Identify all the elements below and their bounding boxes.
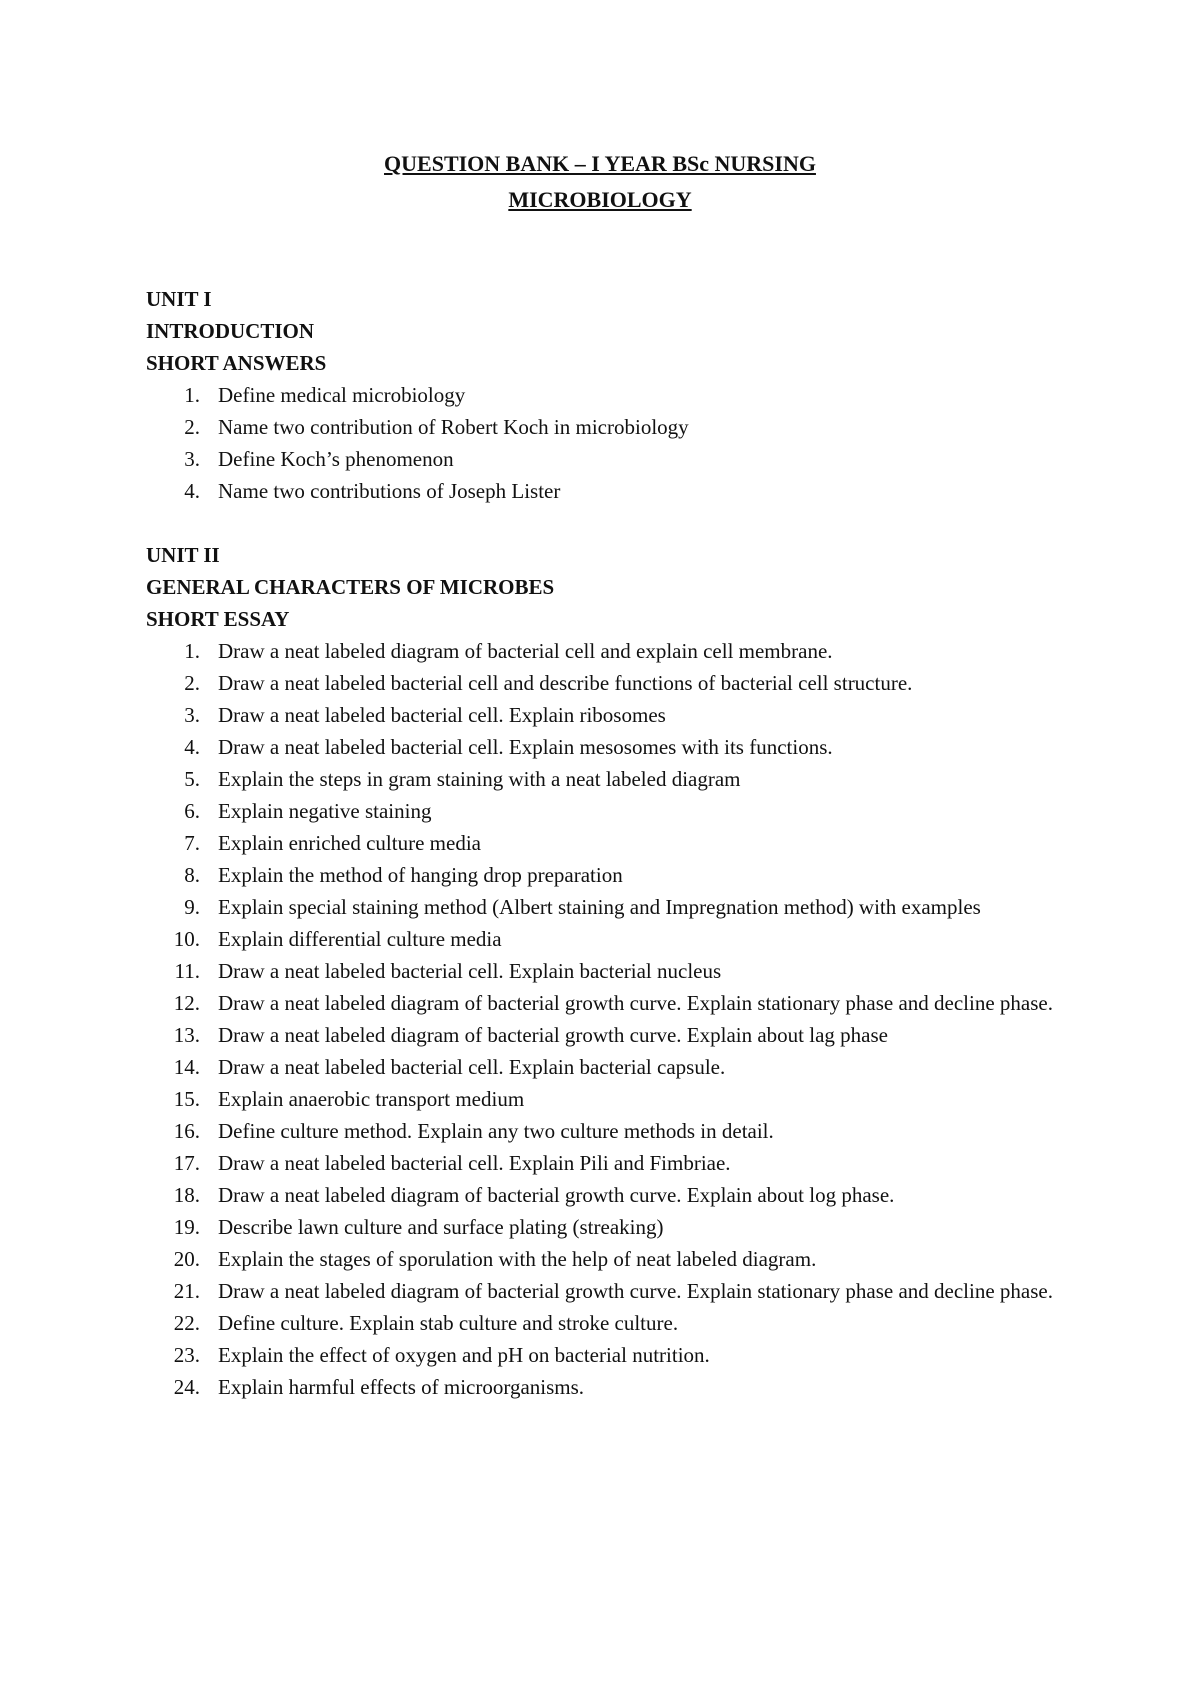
- question-number: 12.: [173, 991, 200, 1015]
- question-text: Draw a neat labeled diagram of bacterial growth curve. Explain about log phase.: [218, 1183, 895, 1207]
- title-block: [0, 146, 1200, 218]
- question-item: [146, 1371, 1058, 1403]
- question-number: 16.: [173, 1119, 200, 1143]
- question-item: [146, 891, 1058, 923]
- question-text: Explain anaerobic transport medium: [218, 1087, 525, 1111]
- question-number: 15.: [173, 1087, 200, 1111]
- question-number: 2.: [184, 415, 200, 439]
- question-item: [146, 987, 1058, 1019]
- question-number: 7.: [184, 831, 200, 855]
- question-item: [146, 955, 1058, 987]
- question-item: [146, 1083, 1058, 1115]
- question-list: [146, 635, 1058, 1403]
- question-item: [146, 763, 1058, 795]
- question-number: 8.: [184, 863, 200, 887]
- unit-label: UNIT II: [146, 543, 220, 567]
- question-number: 1.: [184, 639, 200, 663]
- question-number: 4.: [184, 735, 200, 759]
- question-item: [146, 1307, 1058, 1339]
- question-text: Draw a neat labeled bacterial cell and describe functions of bacterial cell structure.: [218, 671, 913, 695]
- question-item: [146, 667, 1058, 699]
- unit-label: UNIT I: [146, 287, 212, 311]
- question-text: Draw a neat labeled diagram of bacterial growth curve. Explain about lag phase: [218, 1023, 888, 1047]
- question-text: Explain the stages of sporulation with the help of neat labeled diagram.: [218, 1247, 817, 1271]
- question-item: [146, 475, 1058, 507]
- question-text: Explain enriched culture media: [218, 831, 481, 855]
- question-type: SHORT ESSAY: [146, 607, 290, 631]
- question-item: [146, 635, 1058, 667]
- question-text: Explain the steps in gram staining with a neat labeled diagram: [218, 767, 741, 791]
- question-number: 10.: [173, 927, 200, 951]
- question-number: 5.: [184, 767, 200, 791]
- question-number: 18.: [173, 1183, 200, 1207]
- question-text: Define medical microbiology: [218, 383, 466, 407]
- question-type: SHORT ANSWERS: [146, 351, 327, 375]
- question-item: [146, 1147, 1058, 1179]
- question-text: Name two contributions of Joseph Lister: [218, 479, 561, 503]
- question-text: Draw a neat labeled diagram of bacterial growth curve. Explain stationary phase and decline phase.: [218, 991, 1053, 1015]
- unit-topic: INTRODUCTION: [146, 319, 315, 343]
- question-text: Define culture method. Explain any two culture methods in detail.: [218, 1119, 774, 1143]
- question-number: 11.: [174, 959, 200, 983]
- question-text: Name two contribution of Robert Koch in microbiology: [218, 415, 689, 439]
- question-number: 6.: [184, 799, 200, 823]
- question-item: [146, 795, 1058, 827]
- question-item: [146, 1243, 1058, 1275]
- question-text: Define culture. Explain stab culture and stroke culture.: [218, 1311, 679, 1335]
- question-item: [146, 859, 1058, 891]
- question-content: [146, 283, 1058, 1403]
- question-number: 2.: [184, 671, 200, 695]
- question-text: Explain negative staining: [218, 799, 432, 823]
- question-number: 20.: [173, 1247, 200, 1271]
- question-text: Explain special staining method (Albert staining and Impregnation method) with examples: [218, 895, 981, 919]
- unit-topic: GENERAL CHARACTERS OF MICROBES: [146, 575, 555, 599]
- subject-title: MICROBIOLOGY: [508, 187, 692, 212]
- question-text: Draw a neat labeled diagram of bacterial growth curve. Explain stationary phase and decline phase.: [218, 1279, 1053, 1303]
- question-number: 4.: [184, 479, 200, 503]
- question-item: [146, 411, 1058, 443]
- question-item: [146, 443, 1058, 475]
- question-item: [146, 1051, 1058, 1083]
- question-item: [146, 1115, 1058, 1147]
- question-number: 22.: [173, 1311, 200, 1335]
- question-text: Draw a neat labeled bacterial cell. Explain bacterial nucleus: [218, 959, 722, 983]
- question-number: 13.: [173, 1023, 200, 1047]
- question-text: Draw a neat labeled bacterial cell. Explain ribosomes: [218, 703, 666, 727]
- question-list: [146, 379, 1058, 507]
- question-number: 9.: [184, 895, 200, 919]
- question-item: [146, 699, 1058, 731]
- question-number: 23.: [173, 1343, 200, 1367]
- question-text: Define Koch’s phenomenon: [218, 447, 454, 471]
- question-text: Explain differential culture media: [218, 927, 502, 951]
- question-number: 3.: [184, 703, 200, 727]
- question-number: 14.: [173, 1055, 200, 1079]
- question-item: [146, 923, 1058, 955]
- question-item: [146, 1211, 1058, 1243]
- question-number: 1.: [184, 383, 200, 407]
- question-item: [146, 1179, 1058, 1211]
- question-item: [146, 827, 1058, 859]
- question-text: Draw a neat labeled bacterial cell. Explain bacterial capsule.: [218, 1055, 726, 1079]
- question-text: Describe lawn culture and surface plating (streaking): [218, 1215, 664, 1239]
- document-title: QUESTION BANK – I YEAR BSc NURSING: [384, 151, 816, 176]
- question-item: [146, 1339, 1058, 1371]
- question-number: 24.: [173, 1375, 200, 1399]
- question-text: Draw a neat labeled bacterial cell. Explain Pili and Fimbriae.: [218, 1151, 731, 1175]
- question-item: [146, 1275, 1058, 1307]
- question-text: Explain the effect of oxygen and pH on bacterial nutrition.: [218, 1343, 710, 1367]
- question-number: 19.: [173, 1215, 200, 1239]
- question-item: [146, 379, 1058, 411]
- question-number: 17.: [173, 1151, 200, 1175]
- unit-section: [146, 539, 1058, 1403]
- unit-section: [146, 283, 1058, 507]
- question-item: [146, 731, 1058, 763]
- question-number: 21.: [173, 1279, 200, 1303]
- question-text: Draw a neat labeled bacterial cell. Explain mesosomes with its functions.: [218, 735, 833, 759]
- question-text: Explain harmful effects of microorganisms.: [218, 1375, 585, 1399]
- question-number: 3.: [184, 447, 200, 471]
- question-text: Explain the method of hanging drop preparation: [218, 863, 623, 887]
- question-text: Draw a neat labeled diagram of bacterial cell and explain cell membrane.: [218, 639, 833, 663]
- question-item: [146, 1019, 1058, 1051]
